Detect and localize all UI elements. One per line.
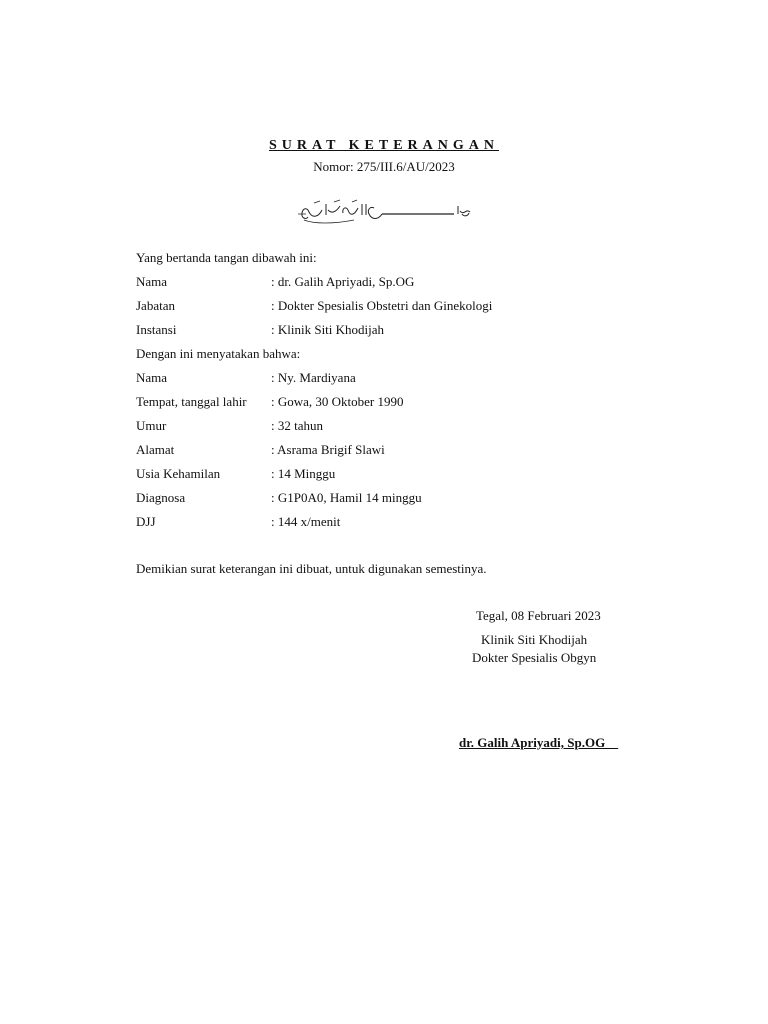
field-value: : Ny. Mardiyana — [271, 370, 356, 385]
field-value: : Asrama Brigif Slawi — [271, 442, 385, 457]
intro-text: Yang bertanda tangan dibawah ini: — [136, 250, 317, 265]
field-label: Usia Kehamilan — [136, 466, 221, 481]
place-date: Tegal, 08 Februari 2023 — [476, 608, 601, 623]
letter-number: Nomor: 275/III.6/AU/2023 — [313, 159, 455, 174]
field-label: DJJ — [136, 514, 156, 529]
field-value: : Gowa, 30 Oktober 1990 — [271, 394, 404, 409]
field-value: : 144 x/menit — [271, 514, 341, 529]
field-value: : 32 tahun — [271, 418, 323, 433]
field-value: : G1P0A0, Hamil 14 minggu — [271, 490, 422, 505]
department-name: Dokter Spesialis Obgyn — [472, 650, 597, 665]
field-label: Instansi — [136, 322, 177, 337]
clinic-name: Klinik Siti Khodijah — [481, 632, 588, 647]
field-value: : dr. Galih Apriyadi, Sp.OG — [271, 274, 415, 289]
field-value: : Klinik Siti Khodijah — [271, 322, 385, 337]
signer-name: dr. Galih Apriyadi, Sp.OG — [459, 735, 619, 750]
field-label: Nama — [136, 274, 168, 289]
field-label: Umur — [136, 418, 167, 433]
field-label: Nama — [136, 370, 168, 385]
field-value: : 14 Minggu — [271, 466, 336, 481]
field-label: Alamat — [136, 442, 175, 457]
field-label: Tempat, tanggal lahir — [136, 394, 247, 409]
closing-text: Demikian surat keterangan ini dibuat, untuk digunakan semestinya. — [136, 561, 487, 576]
letter-title: SURAT KETERANGAN — [268, 138, 499, 153]
field-label: Diagnosa — [136, 490, 186, 505]
field-value: : Dokter Spesialis Obstetri dan Ginekologi — [271, 298, 493, 313]
basmalah-calligraphy — [294, 198, 474, 228]
statement-text: Dengan ini menyatakan bahwa: — [136, 346, 301, 361]
field-label: Jabatan — [136, 298, 175, 313]
